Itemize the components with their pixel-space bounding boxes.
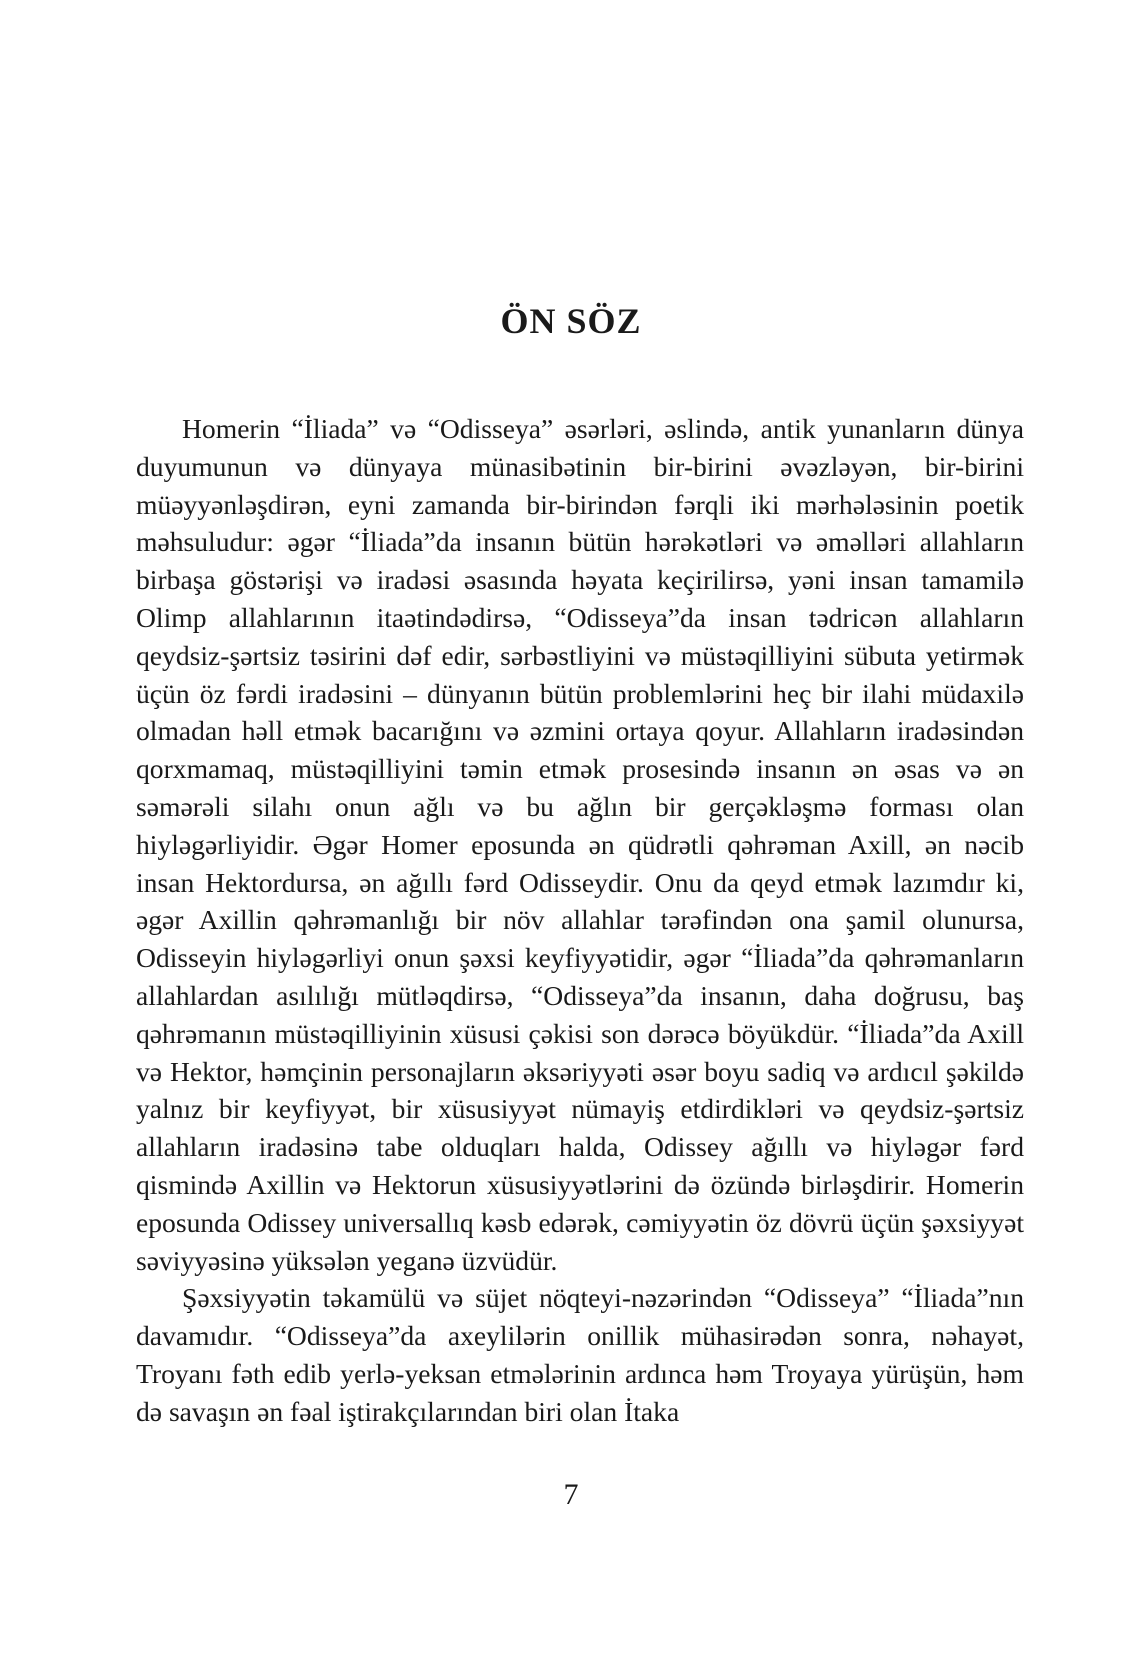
paragraph-2: Şəxsiyyətin təkamülü və süjet nöqteyi-nəzərindən “Odisseya” “İliada”nın davamıdır. “Odisseya”da axeylilərin onillik mühasirədən sonra, nəhayət, Troyanı fəth edib yerlə-yeksan etmələrinin ardınca həm Troyaya yürüşün, həm də savaşın ən fəal iştirakçılarından biri olan İtaka (136, 1282, 1024, 1427)
page-number: 7 (563, 1478, 579, 1511)
paragraph-1: Homerin “İliada” və “Odisseya” əsərləri, əslində, antik yunanların dünya duyumunun və dünyaya münasibətinin bir-birini əvəzləyən, bir-birini müəyyənləşdirən, eyni zamanda bir-birindən fərqli iki mərhələsinin poetik məhsuludur: əgər “İliada”da insanın bütün hərəkətləri və əməlləri allahların birbaşa göstərişi və iradəsi əsasında həyata keçirilirsə, yəni insan tamamilə Olimp allahlarının itaətindədirsə, “Odisseya”da insan tədricən allahların qeydsiz-şərtsiz təsirini dəf edir, sərbəstliyini və müstəqilliyini sübuta yetirmək üçün öz fərdi iradəsini – dünyanın bütün problemlərini heç bir ilahi müdaxilə olmadan həll etmək bacarığını və əzmini ortaya qoyur. Allahların iradəsindən qorxmamaq, müstəqilliyini təmin etmək prosesində insanın ən əsas və ən səmərəli silahı onun ağlı və bu ağlın bir gerçəkləşmə forması olan hiyləgərliyidir. Əgər Homer eposunda ən qüdrətli qəhrəman Axill, ən nəcib insan Hektordursa, ən ağıllı fərd Odisseydir. Onu da qeyd etmək lazımdır ki, əgər Axillin qəhrəmanlığı bir növ allahlar tərəfindən ona şamil olunursa, Odisseyin hiyləgərliyi onun şəxsi keyfiyyətidir, əgər “İliada”da qəhrəmanların allahlardan asılılığı mütləqdirsə, “Odisseya”da insanın, daha doğrusu, baş qəhrəmanın müstəqilliyinin xüsusi çəkisi son dərəcə böyükdür. “İliada”da Axill və Hektor, həmçinin personajların əksəriyyəti əsər boyu sadiq və ardıcıl şəkildə yalnız bir keyfiyyət, bir xüsusiyyət nümayiş etdirdikləri və qeydsiz-şərtsiz allahların iradəsinə tabe olduqları halda, Odissey ağıllı və hiyləgər fərd qismində Axillin və Hektorun xüsusiyyətlərini də özündə birləşdirir. Homerin eposunda Odissey universallıq kəsb edərək, cəmiyyətin öz dövrü üçün şəxsiyyət səviyyəsinə yüksələn yeganə üzvüdür. (136, 413, 1024, 1276)
body-text (136, 410, 1024, 1431)
page-title: ÖN SÖZ (500, 301, 642, 341)
